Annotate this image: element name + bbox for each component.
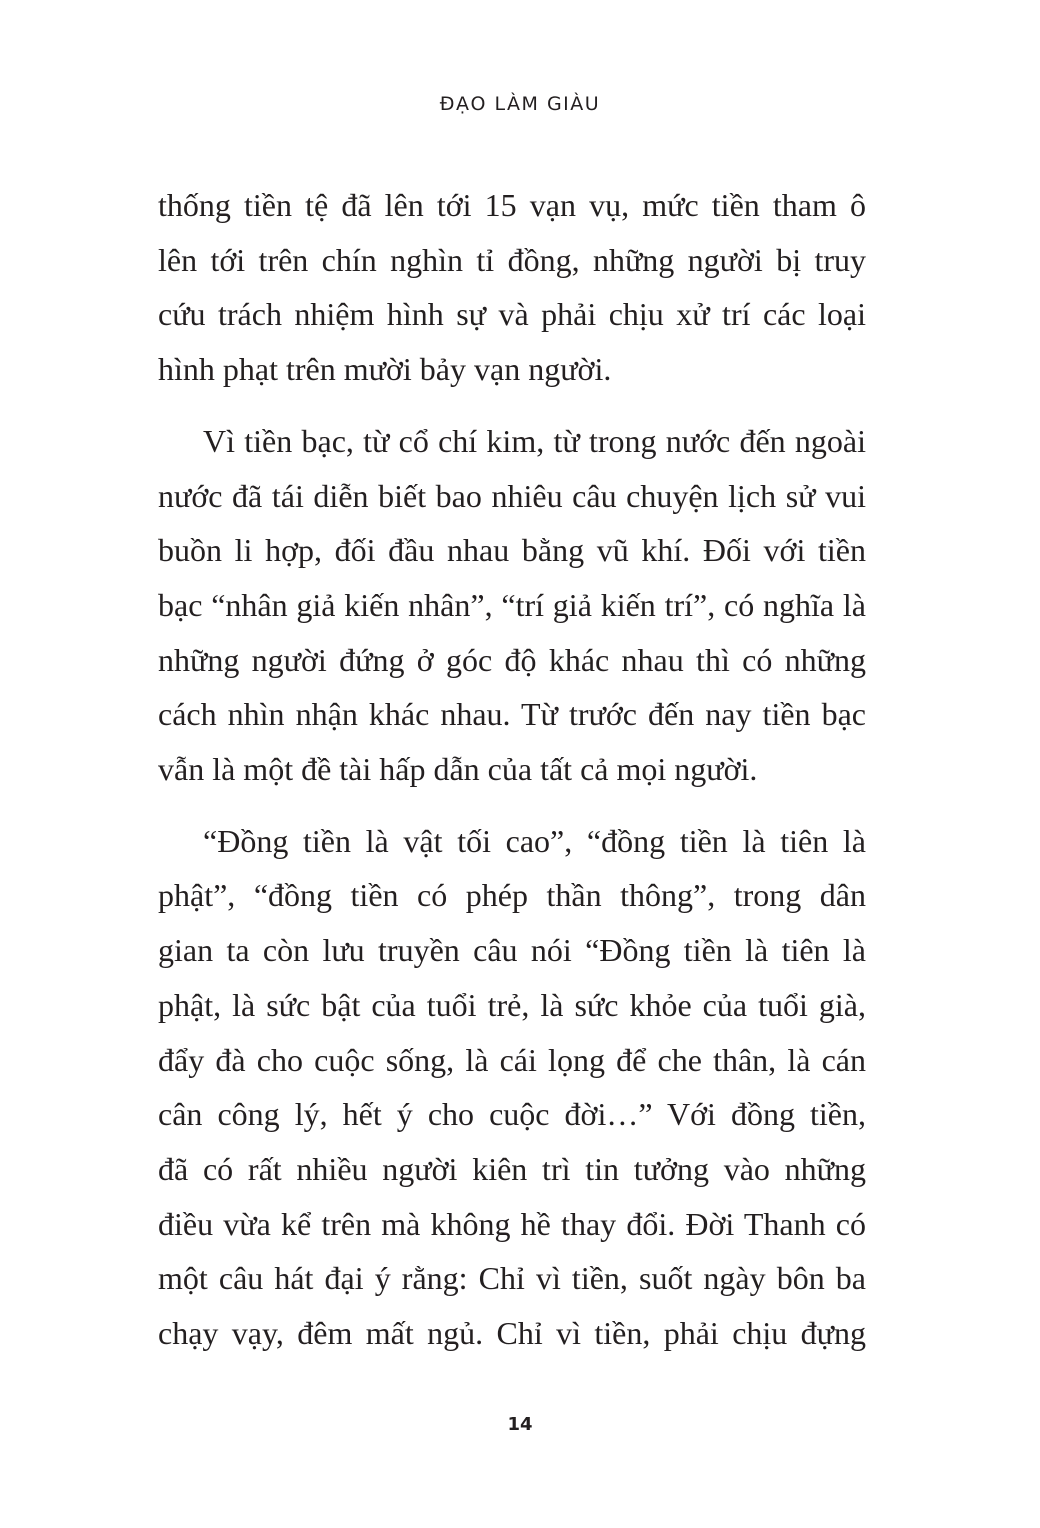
paragraph-2 bbox=[158, 414, 866, 797]
text-line: buồn li hợp, đối đầu nhau bằng vũ khí. Đối với tiền bbox=[158, 532, 866, 569]
running-header-title: ĐẠO LÀM GIÀU bbox=[439, 93, 601, 115]
text-line: vẫn là một đề tài hấp dẫn của tất cả mọi người. bbox=[158, 751, 758, 788]
text-line: “Đồng tiền là vật tối cao”, “đồng tiền là tiên là bbox=[203, 822, 866, 859]
text-line: phật, là sức bật của tuổi trẻ, là sức khỏe của tuổi già, bbox=[158, 986, 866, 1023]
text-line: những người đứng ở góc độ khác nhau thì có những bbox=[158, 641, 866, 678]
text-line: cân công lý, hết ý cho cuộc đời…” Với đồng tiền, bbox=[158, 1096, 866, 1133]
paragraph-3 bbox=[158, 814, 866, 1361]
text-line: phật”, “đồng tiền có phép thần thông”, trong dân bbox=[158, 877, 866, 914]
text-line: cứu trách nhiệm hình sự và phải chịu xử trí các loại bbox=[158, 296, 866, 333]
text-line: bạc “nhân giả kiến nhân”, “trí giả kiến trí”, có nghĩa là bbox=[158, 586, 866, 623]
text-line: Vì tiền bạc, từ cổ chí kim, từ trong nước đến ngoài bbox=[203, 422, 866, 459]
body-text bbox=[158, 178, 866, 1361]
text-line: lên tới trên chín nghìn tỉ đồng, những người bị truy bbox=[158, 241, 866, 278]
text-line: hình phạt trên mười bảy vạn người. bbox=[158, 351, 612, 388]
text-line: thống tiền tệ đã lên tới 15 vạn vụ, mức tiền tham ô bbox=[158, 187, 866, 223]
paragraph-1 bbox=[158, 178, 866, 397]
text-line: chạy vạy, đêm mất ngủ. Chỉ vì tiền, phải chịu đựng bbox=[158, 1315, 866, 1352]
page-number: 14 bbox=[507, 1414, 533, 1435]
text-line: cách nhìn nhận khác nhau. Từ trước đến nay tiền bạc bbox=[158, 696, 866, 733]
text-line: nước đã tái diễn biết bao nhiêu câu chuyện lịch sử vui bbox=[158, 477, 866, 514]
text-line: đẩy đà cho cuộc sống, là cái lọng để che thân, là cán bbox=[158, 1041, 866, 1078]
text-line: đã có rất nhiều người kiên trì tin tưởng vào những bbox=[158, 1150, 866, 1187]
text-line: một câu hát đại ý rằng: Chỉ vì tiền, suốt ngày bôn ba bbox=[158, 1260, 866, 1297]
text-line: gian ta còn lưu truyền câu nói “Đồng tiền là tiên là bbox=[158, 932, 866, 969]
text-line: điều vừa kể trên mà không hề thay đổi. Đời Thanh có bbox=[158, 1205, 866, 1242]
